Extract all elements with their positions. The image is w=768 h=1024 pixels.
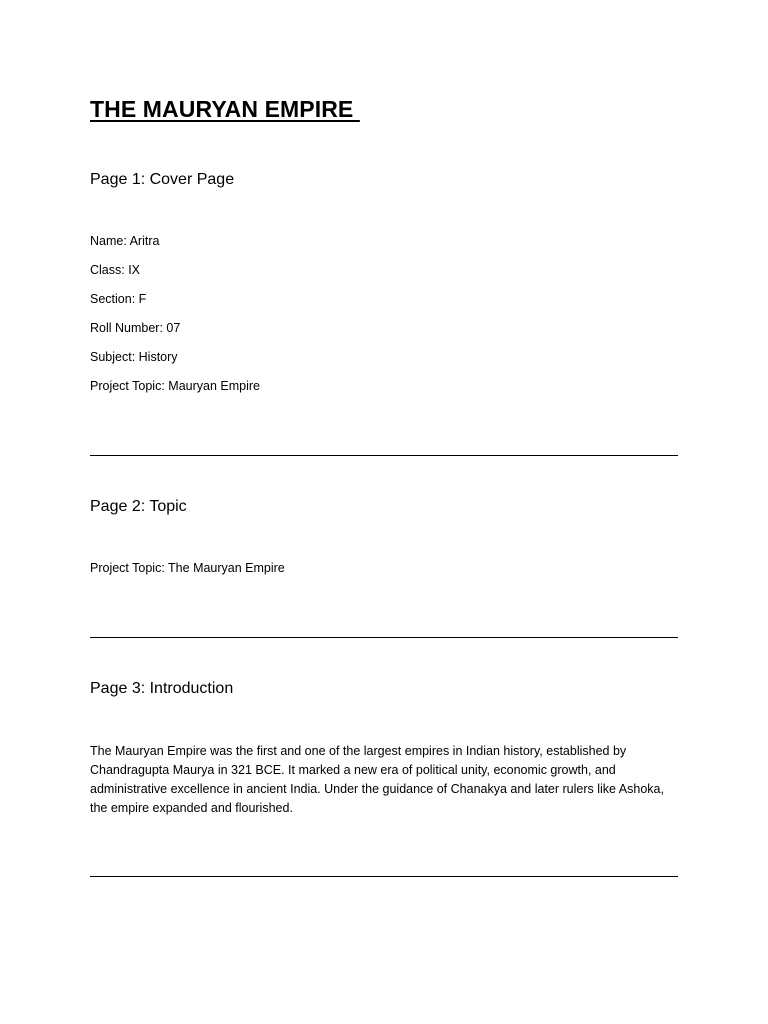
introduction-paragraph: The Mauryan Empire was the first and one of the largest empires in Indian history, established by Chandragupta Maurya in 321 BCE. It marked a new era of political unity, economic growth, and administrative excellence in ancient India. Under the guidance of Chanakya and later rulers like Ashoka, the empire expanded and flourished.	[90, 744, 664, 815]
topic-line: Project Topic: The Mauryan Empire	[90, 561, 285, 575]
document-title: THE MAURYAN EMPIRE	[90, 96, 360, 122]
section-line: Section: F	[90, 292, 147, 306]
cover-page-heading: Page 1: Cover Page	[90, 171, 235, 188]
project-topic-line: Project Topic: Mauryan Empire	[90, 379, 260, 393]
topic-page-heading: Page 2: Topic	[90, 498, 187, 515]
subject-line: Subject: History	[90, 350, 178, 364]
introduction-page-heading: Page 3: Introduction	[90, 680, 234, 697]
roll-number-line: Roll Number: 07	[90, 321, 181, 335]
section-divider	[90, 455, 678, 456]
class-line: Class: IX	[90, 263, 141, 277]
section-divider	[90, 637, 678, 638]
section-divider	[90, 876, 678, 877]
name-line: Name: Aritra	[90, 234, 160, 248]
